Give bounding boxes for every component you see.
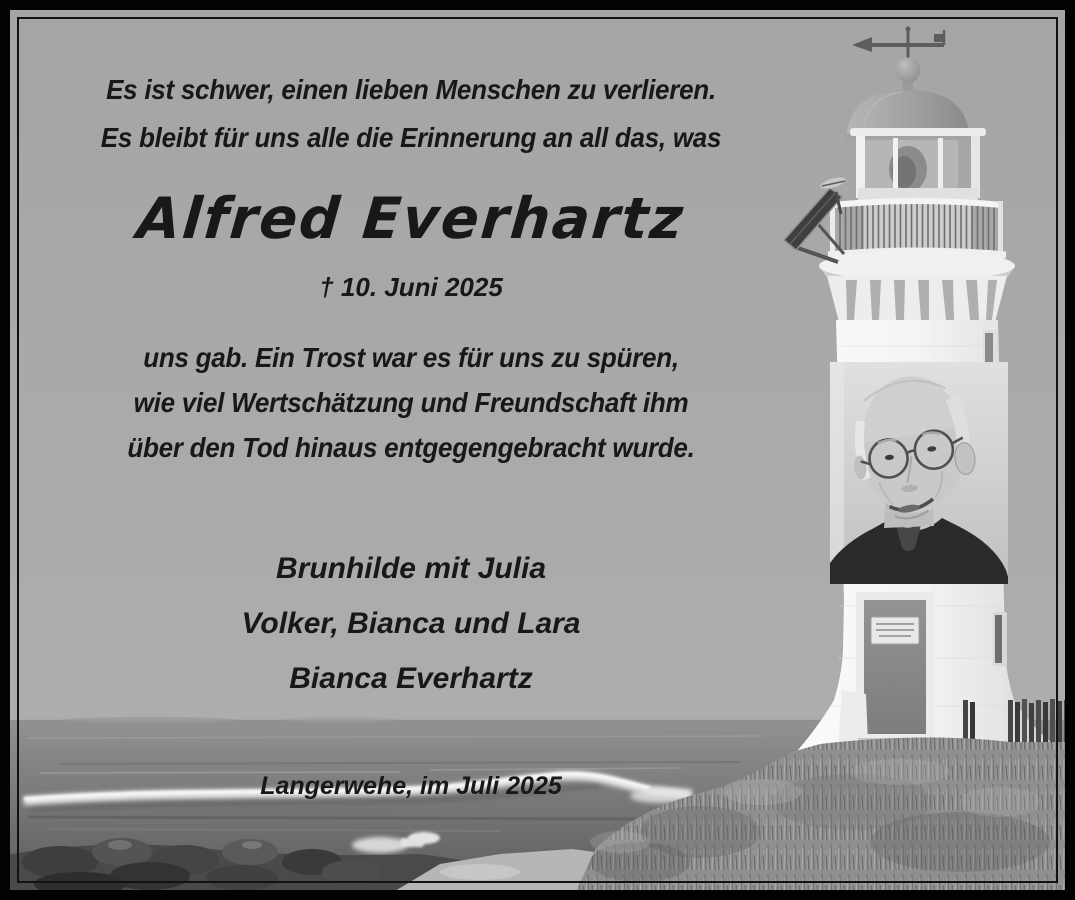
tower-window-lower [993,612,1007,666]
portrait-photo [824,362,1010,584]
body-line-1: uns gab. Ein Trost war es für uns zu spüren, [143,342,679,373]
mourner-line-3: Bianca Everhartz [289,662,533,695]
opening-line-2: Es bleibt für uns alle die Erinnerung an all das, was [100,122,722,153]
finial-ball [896,58,921,83]
sand-highlight [440,864,520,880]
mourner-line-1: Brunhilde mit Julia [275,552,547,585]
mourner-line-2: Volker, Bianca und Lara [241,607,581,640]
place-date-line: Langerwehe, im Juli 2025 [260,772,562,800]
body-line-3: über den Tod hinaus entgegengebracht wurde. [127,432,695,463]
death-date: † 10. Juni 2025 [319,272,503,302]
door-sign [871,617,919,644]
opening-line-1: Es ist schwer, einen lieben Menschen zu verlieren. [106,74,716,105]
body-line-2: wie viel Wertschätzung und Freundschaft ihm [133,387,689,418]
deceased-name: Alfred Everhartz [134,186,688,252]
gallery-deck [819,250,1015,322]
